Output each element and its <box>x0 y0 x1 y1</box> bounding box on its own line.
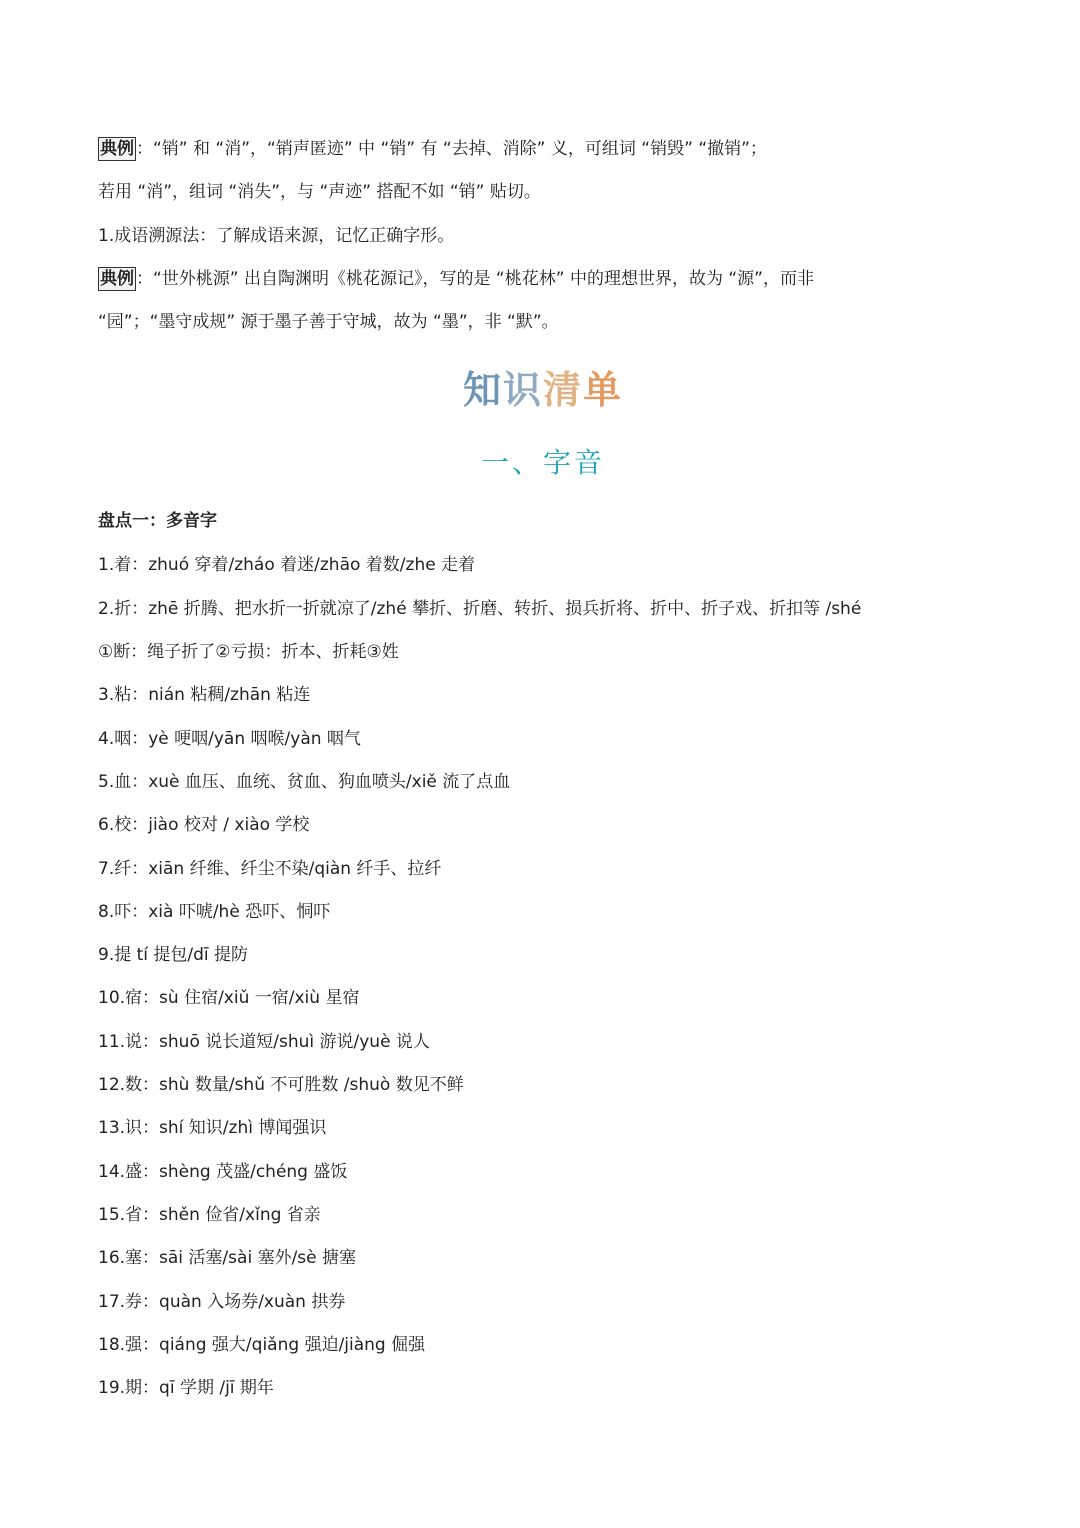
example-label: 典例 <box>100 139 134 159</box>
section-title: 一、字音 <box>480 446 605 480</box>
list-item: 18.强：qiáng 强大/qiǎng 强迫/jiàng 倔强 <box>98 1334 426 1355</box>
list-item: 4.咽：yè 哽咽/yān 咽喉/yàn 咽气 <box>98 728 361 749</box>
list-item: 14.盛：shèng 茂盛/chéng 盛饭 <box>98 1161 348 1182</box>
list-item: 6.校：jiào 校对 / xiào 学校 <box>98 815 310 836</box>
list-item: 3.粘：nián 粘稠/zhān 粘连 <box>98 685 311 706</box>
list-item: 15.省：shěn 俭省/xǐng 省亲 <box>98 1204 321 1225</box>
title-char: 识 <box>502 368 543 413</box>
document-page <box>98 128 988 1410</box>
title-char: 知 <box>462 368 503 413</box>
list-item: 17.券：quàn 入场券/xuàn 拱券 <box>98 1291 346 1312</box>
list-item: 7.纤：xiān 纤维、纤尘不染/qiàn 纤手、拉纤 <box>98 858 442 879</box>
section-heading: 盘点一：多音字 <box>98 511 217 532</box>
example-text: ：“销” 和 “消”，“销声匿迹” 中 “销” 有 “去掉、消除” 义，可组词 “销毁” “撤销”； <box>136 139 767 159</box>
example-line-continued: “园”；“墨守成规” 源于墨子善于守城，故为 “墨”，非 “默”。 <box>98 312 559 333</box>
example-text: ：“世外桃源” 出自陶渊明《桃花源记》，写的是 “桃花林” 中的理想世界，故为 “源”，而非 <box>136 268 814 289</box>
list-item: 9.提 tí 提包/dī 提防 <box>98 945 249 966</box>
list-item: 12.数：shù 数量/shǔ 不可胜数 /shuò 数见不鲜 <box>98 1075 464 1096</box>
page-title <box>98 352 988 428</box>
list-item: 1.着：zhuó 穿着/zháo 着迷/zhāo 着数/zhe 走着 <box>98 555 476 576</box>
list-item: 2.折：zhē 折腾、把水折一折就凉了/zhé 攀折、折磨、转折、损兵折将、折中、折子戏、折扣等 /shé <box>98 598 862 619</box>
list-item: 16.塞：sāi 活塞/sài 塞外/sè 搪塞 <box>98 1248 357 1269</box>
list-item: 8.吓：xià 吓唬/hè 恐吓、恫吓 <box>98 901 331 922</box>
title-char: 单 <box>583 368 624 413</box>
example-line-continued: 若用 “消”，组词 “消失”，与 “声迹” 搭配不如 “销” 贴切。 <box>98 182 541 203</box>
list-item: ①断：绳子折了②亏损：折本、折耗③姓 <box>98 642 399 663</box>
polyphone-list <box>98 544 988 1410</box>
example-label: 典例 <box>100 268 134 289</box>
example-line <box>98 128 988 171</box>
example-line <box>98 258 988 301</box>
list-item: 5.血：xuè 血压、血统、贫血、狗血喷头/xiě 流了点血 <box>98 771 511 792</box>
title-char: 清 <box>543 368 584 413</box>
list-item: 13.识：shí 知识/zhì 博闻强识 <box>98 1118 327 1139</box>
list-item: 19.期：qī 学期 /jī 期年 <box>98 1378 274 1399</box>
list-item: 10.宿：sù 住宿/xiǔ 一宿/xiù 星宿 <box>98 988 360 1009</box>
method-line: 1.成语溯源法：了解成语来源，记忆正确字形。 <box>98 225 455 246</box>
list-item: 11.说：shuō 说长道短/shuì 游说/yuè 说人 <box>98 1031 430 1052</box>
